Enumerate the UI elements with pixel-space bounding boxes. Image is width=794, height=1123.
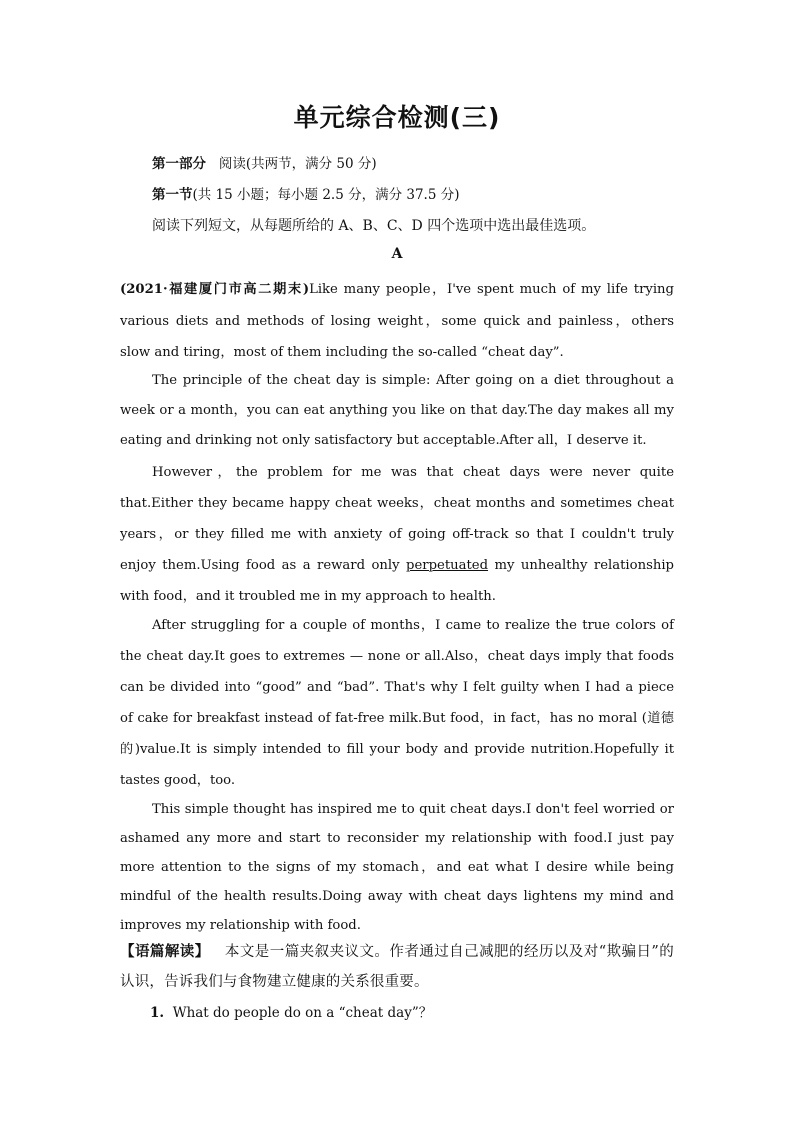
section-one-label: 第一节 (152, 187, 193, 203)
passage-paragraph-1-text: Like many people，I've spent much of my life trying various diets and methods of losing weight，some quick and painless，others slow and tiring，most of them including the so-called “cheat day”. (120, 282, 674, 360)
question-1-text: What do people do on a “cheat day”？ (172, 1005, 433, 1021)
analysis-label: 【语篇解读】 (120, 943, 210, 960)
section-one-heading (152, 185, 706, 205)
passage-paragraph-2: The principle of the cheat day is simple: After going on a diet throughout a week or a month，you can eat anything you like on that day.The day makes all my eating and drinking not only satisfactory but acceptable.After all，I deserve it. (120, 373, 674, 448)
part-one-heading (152, 154, 706, 174)
paragraph-3-after: my unhealthy relationship with food，and it troubled me in my approach to health. (120, 558, 674, 604)
passage-label: A (391, 246, 403, 262)
passage-source: (2021·福建厦门市高二期末) (120, 282, 310, 297)
passage-analysis (120, 937, 674, 997)
page-title: 单元综合检测(三) (293, 103, 501, 132)
part-one-label: 第一部分 (152, 156, 206, 172)
passage-paragraph-3 (120, 457, 674, 612)
paragraph-3-before: However，the problem for me was that cheat days were never quite that.Either they became happy cheat weeks，cheat months and sometimes cheat years，or they filled me with anxiety of going off-track so that I couldn't truly enjoy them.Using food as a reward only (120, 465, 674, 573)
analysis-text: 本文是一篇夹叙夹议文。作者通过自己减肥的经历以及对“欺骗日”的认识，告诉我们与食物建立健康的关系很重要。 (120, 944, 674, 990)
question-1 (150, 1001, 432, 1021)
section-one-text: (共 15 小题；每小题 2.5 分，满分 37.5 分) (192, 187, 460, 203)
instructions: 阅读下列短文，从每题所给的 A、B、C、D 四个选项中选出最佳选项。 (152, 218, 596, 234)
part-one-text: 阅读(共两节，满分 50 分) (218, 156, 377, 172)
passage-paragraph-4: After struggling for a couple of months，I came to realize the true colors of the cheat day.It goes to extremes — none or all.Also，cheat days imply that foods can be divided into “good” and “bad”. That's why I felt guilty when I had a piece of cake for breakfast instead of fat-free milk.But food，in fact，has no moral (道德的)value.It is simply intended to fill your body and provide nutrition.Hopefully it tastes good，too. (120, 618, 674, 788)
question-1-number: 1. (150, 1005, 165, 1021)
passage-paragraph-1 (120, 274, 674, 369)
underlined-word: perpetuated (406, 558, 489, 573)
passage-paragraph-5: This simple thought has inspired me to quit cheat days.I don't feel worried or ashamed any more and start to reconsider my relationship with food.I just pay more attention to the signs of my stomach，and eat what I desire while being mindful of the health results.Doing away with cheat days lightens my mind and improves my relationship with food. (120, 802, 674, 933)
